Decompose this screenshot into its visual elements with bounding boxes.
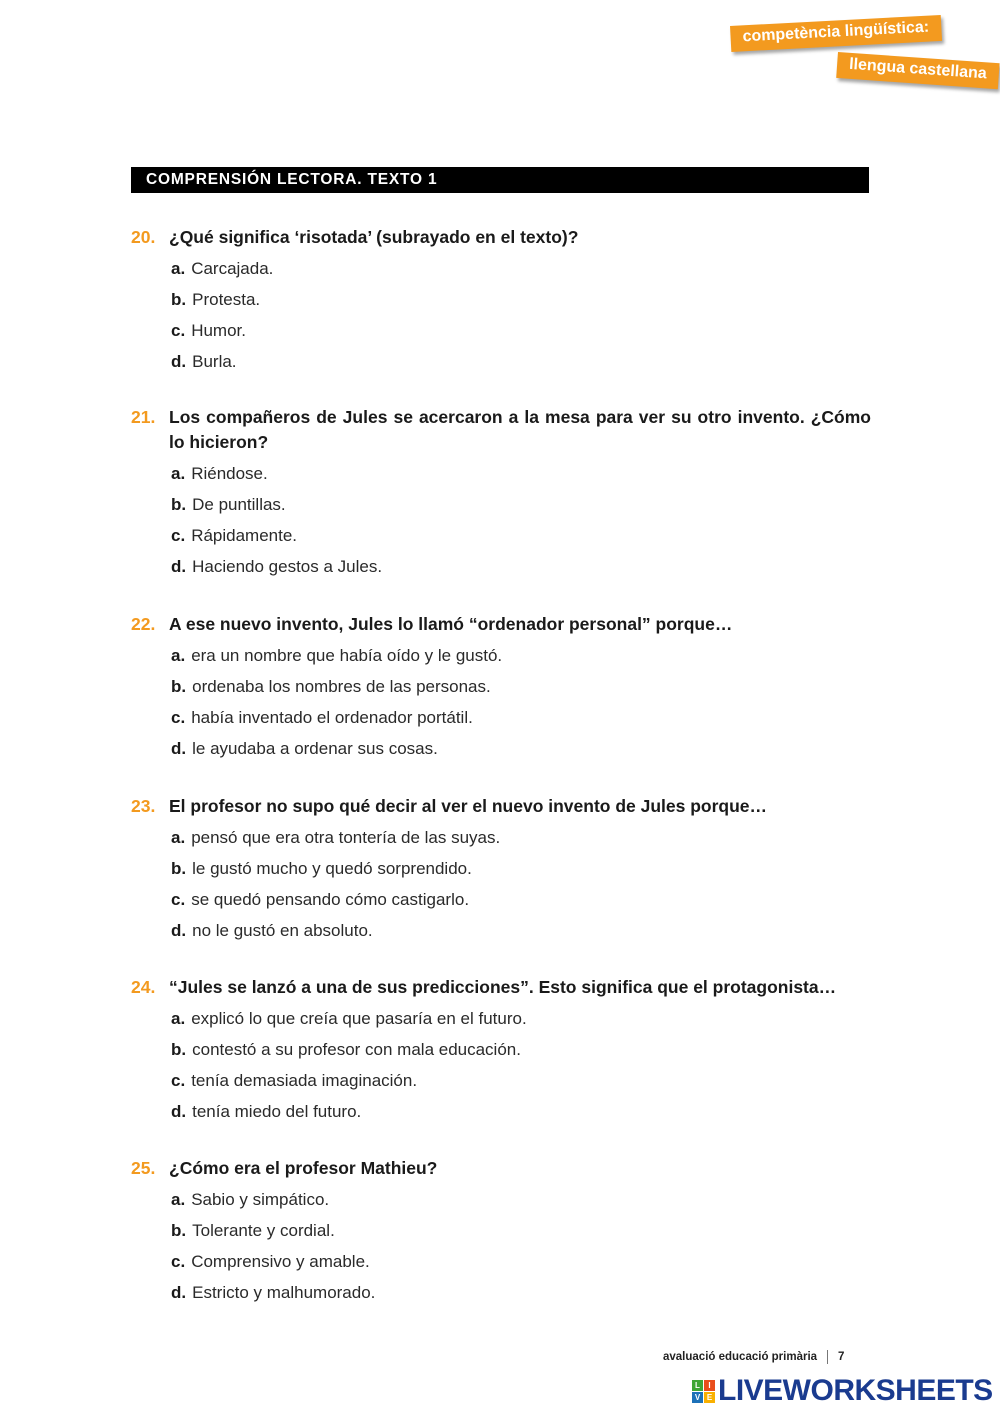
answer-option[interactable]: [171, 253, 871, 284]
question-text: El profesor no supo qué decir al ver el nuevo invento de Jules porque…: [169, 796, 768, 816]
question-number: 24.: [131, 977, 156, 997]
option-text: Sabio y simpático.: [191, 1190, 330, 1209]
question-number: 23.: [131, 796, 156, 816]
option-text: le ayudaba a ordenar sus cosas.: [192, 739, 438, 758]
option-letter: c.: [171, 1252, 186, 1271]
option-letter: a.: [171, 828, 186, 847]
answer-options: [171, 1184, 871, 1308]
option-text: le gustó mucho y quedó sorprendido.: [192, 859, 472, 878]
option-letter: c.: [171, 526, 186, 545]
question-heading: [131, 225, 871, 250]
answer-option[interactable]: [171, 1184, 871, 1215]
answer-option[interactable]: [171, 884, 871, 915]
question-text: ¿Cómo era el profesor Mathieu?: [169, 1158, 438, 1178]
option-letter: c.: [171, 321, 186, 340]
option-letter: a.: [171, 1009, 186, 1028]
question-23: [131, 794, 871, 946]
option-text: tenía miedo del futuro.: [192, 1102, 362, 1121]
answer-option[interactable]: [171, 458, 871, 489]
option-text: Protesta.: [192, 290, 261, 309]
answer-option[interactable]: [171, 1065, 871, 1096]
option-text: Carcajada.: [191, 259, 274, 278]
question-number: 20.: [131, 227, 156, 247]
answer-option[interactable]: [171, 1034, 871, 1065]
question-number: 25.: [131, 1158, 156, 1178]
answer-option[interactable]: [171, 346, 871, 377]
logo-square: E: [704, 1392, 715, 1403]
option-letter: a.: [171, 646, 186, 665]
liveworksheets-logo-icon: [692, 1380, 715, 1403]
question-heading: [131, 794, 871, 819]
answer-option[interactable]: [171, 853, 871, 884]
answer-option[interactable]: [171, 1277, 871, 1308]
option-letter: d.: [171, 921, 187, 940]
option-letter: b.: [171, 1221, 187, 1240]
option-text: contestó a su profesor con mala educación.: [192, 1040, 521, 1059]
question-text: Los compañeros de Jules se acercaron a la mesa para ver su otro invento. ¿Cómo lo hicieron?: [169, 407, 871, 452]
answer-option[interactable]: [171, 551, 871, 582]
answer-option[interactable]: [171, 915, 871, 946]
answer-option[interactable]: [171, 1215, 871, 1246]
option-text: era un nombre que había oído y le gustó.: [191, 646, 503, 665]
option-letter: a.: [171, 464, 186, 483]
subject-tag-language: llengua castellana: [836, 52, 999, 89]
answer-option[interactable]: [171, 489, 871, 520]
answer-option[interactable]: [171, 640, 871, 671]
option-letter: b.: [171, 1040, 187, 1059]
option-letter: c.: [171, 1071, 186, 1090]
answer-option[interactable]: [171, 520, 871, 551]
option-letter: a.: [171, 1190, 186, 1209]
option-letter: a.: [171, 259, 186, 278]
answer-option[interactable]: [171, 1096, 871, 1127]
logo-square: V: [692, 1392, 703, 1403]
page-footer: [663, 1350, 844, 1364]
answer-options: [171, 640, 871, 764]
liveworksheets-watermark[interactable]: [692, 1374, 993, 1408]
option-letter: b.: [171, 859, 187, 878]
option-text: se quedó pensando cómo castigarlo.: [191, 890, 470, 909]
question-heading: [131, 1156, 871, 1181]
question-text: “Jules se lanzó a una de sus predicciones”. Esto significa que el protagonista…: [169, 977, 837, 997]
footer-separator: [827, 1350, 828, 1364]
option-letter: b.: [171, 677, 187, 696]
answer-options: [171, 1003, 871, 1127]
answer-options: [171, 458, 871, 582]
option-text: De puntillas.: [192, 495, 286, 514]
question-number: 21.: [131, 407, 156, 427]
option-text: no le gustó en absoluto.: [192, 921, 373, 940]
question-text: A ese nuevo invento, Jules lo llamó “ordenador personal” porque…: [169, 614, 733, 634]
option-text: Haciendo gestos a Jules.: [192, 557, 383, 576]
question-heading: [131, 975, 871, 1000]
option-text: Riéndose.: [191, 464, 268, 483]
subject-tag-competence: competència lingüística:: [730, 15, 942, 52]
option-letter: d.: [171, 352, 187, 371]
option-text: tenía demasiada imaginación.: [191, 1071, 418, 1090]
option-text: Humor.: [191, 321, 246, 340]
option-text: Tolerante y cordial.: [192, 1221, 335, 1240]
answer-option[interactable]: [171, 1246, 871, 1277]
question-24: [131, 975, 871, 1127]
option-letter: d.: [171, 557, 187, 576]
question-number: 22.: [131, 614, 156, 634]
footer-label: avaluació educació primària: [663, 1351, 818, 1363]
option-letter: b.: [171, 495, 187, 514]
option-letter: d.: [171, 739, 187, 758]
option-text: ordenaba los nombres de las personas.: [192, 677, 491, 696]
answer-option[interactable]: [171, 284, 871, 315]
option-letter: d.: [171, 1283, 187, 1302]
option-letter: d.: [171, 1102, 187, 1121]
logo-square: L: [692, 1380, 703, 1391]
section-title: COMPRENSIÓN LECTORA. TEXTO 1: [131, 167, 869, 193]
option-text: Comprensivo y amable.: [191, 1252, 370, 1271]
answer-options: [171, 253, 871, 377]
answer-option[interactable]: [171, 702, 871, 733]
question-heading: [131, 612, 871, 637]
page-number: 7: [838, 1351, 845, 1363]
question-21: [131, 405, 871, 582]
question-25: [131, 1156, 871, 1308]
answer-options: [171, 822, 871, 946]
option-letter: b.: [171, 290, 187, 309]
liveworksheets-text: LIVEWORKSHEETS: [718, 1374, 993, 1407]
option-letter: c.: [171, 708, 186, 727]
question-heading: [131, 405, 871, 455]
answer-option[interactable]: [171, 671, 871, 702]
question-text: ¿Qué significa ‘risotada’ (subrayado en el texto)?: [169, 227, 579, 247]
answer-option[interactable]: [171, 733, 871, 764]
option-text: Rápidamente.: [191, 526, 298, 545]
answer-option[interactable]: [171, 315, 871, 346]
option-text: había inventado el ordenador portátil.: [191, 708, 473, 727]
option-text: Burla.: [192, 352, 237, 371]
logo-square: I: [704, 1380, 715, 1391]
option-text: explicó lo que creía que pasaría en el futuro.: [191, 1009, 527, 1028]
answer-option[interactable]: [171, 822, 871, 853]
option-letter: c.: [171, 890, 186, 909]
answer-option[interactable]: [171, 1003, 871, 1034]
question-22: [131, 612, 871, 764]
option-text: Estricto y malhumorado.: [192, 1283, 376, 1302]
option-text: pensó que era otra tontería de las suyas.: [191, 828, 501, 847]
question-20: [131, 225, 871, 377]
